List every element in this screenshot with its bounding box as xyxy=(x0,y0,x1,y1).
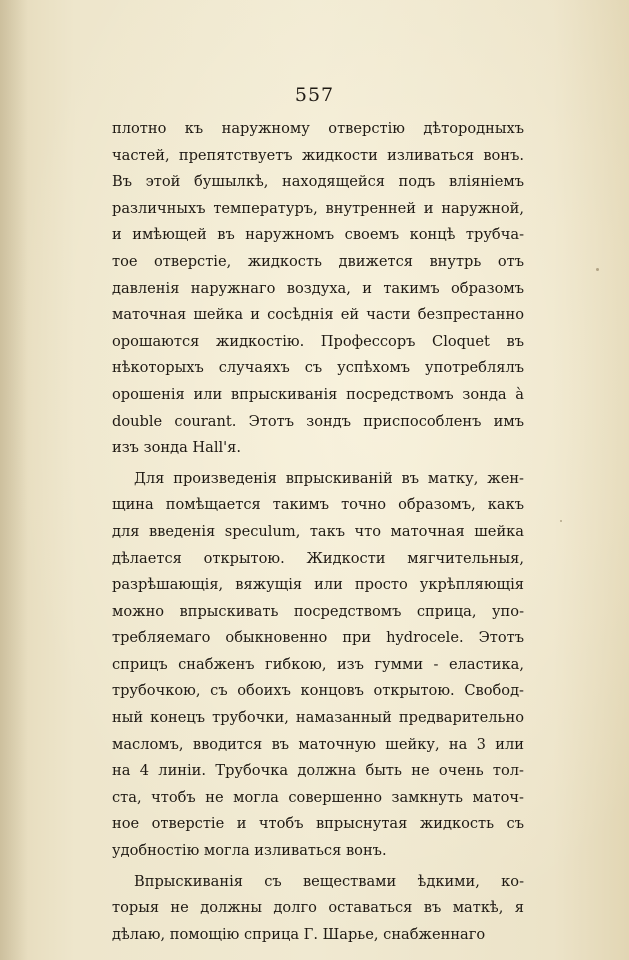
text-line: щина помѣщается такимъ точно образомъ, какъ xyxy=(112,496,524,514)
text-line: сприцъ снабженъ гибкою, изъ гумми - еластика, xyxy=(112,655,524,673)
text-line: плотно къ наружному отверстію дѣтородныхъ xyxy=(112,120,524,137)
text-line: на 4 линіи. Трубочка должна быть не очень тол- xyxy=(112,762,524,780)
text-line: разрѣшающія, вяжущія или просто укрѣпляющія xyxy=(112,576,524,594)
text-line: требляемаго обыкновенно при hydrocele. Этотъ xyxy=(112,629,524,647)
paragraph xyxy=(112,869,524,949)
text-line: ный конецъ трубочки, намазанный предварительно xyxy=(112,709,524,727)
text-line: масломъ, вводится въ маточную шейку, на 3 или xyxy=(112,735,524,753)
page-number: 557 xyxy=(294,84,335,106)
text-line: ное отверстіе и чтобъ впрыснутая жидкость съ xyxy=(112,815,524,833)
text-line: тое отверстіе, жидкость движется внутрь отъ xyxy=(112,252,524,270)
text-line: торыя не должны долго оставаться въ маткѣ, я xyxy=(112,899,524,917)
text-line: дѣлается открытою. Жидкости мягчительныя, xyxy=(112,549,524,567)
text-line: маточная шейка и сосѣднія ей части безпрестанно xyxy=(112,306,524,324)
text-line: для введенія speculum, такъ что маточная шейка xyxy=(112,522,524,540)
text-line: нѣкоторыхъ случаяхъ съ успѣхомъ употреблялъ xyxy=(112,359,524,377)
paper-speck xyxy=(560,520,562,522)
paragraph xyxy=(112,466,524,865)
page-fold-shadow xyxy=(0,0,28,960)
text-line: и имѣющей въ наружномъ своемъ концѣ трубча- xyxy=(112,226,524,244)
text-line: удобностію могла изливаться вонъ. xyxy=(112,842,387,860)
paragraph xyxy=(112,116,524,462)
text-line: трубочкою, съ обоихъ концовъ открытою. Свобод- xyxy=(112,682,524,700)
paper-speck xyxy=(596,268,599,271)
text-line: частей, препятствуетъ жидкости изливаться вонъ. xyxy=(112,146,524,164)
text-line: Въ этой бушылкѣ, находящейся подъ вліяніемъ xyxy=(112,173,524,191)
text-line: можно впрыскивать посредствомъ сприца, упо- xyxy=(112,602,524,620)
text-line: орошенія или впрыскиванія посредствомъ зонда à xyxy=(112,385,524,403)
text-line: Для произведенія впрыскиваній въ матку, жен- xyxy=(134,469,524,487)
text-line: изъ зонда Hall'я. xyxy=(112,439,242,457)
text-line: орошаются жидкостію. Профессоръ Cloquet въ xyxy=(112,332,524,350)
text-line: ста, чтобъ не могла совершенно замкнуть маточ- xyxy=(112,788,524,806)
text-line: различныхъ температуръ, внутренней и наружной, xyxy=(112,199,524,217)
body-text xyxy=(112,116,524,948)
text-line: дѣлаю, помощію сприца Г. Шарье, снабженнаго xyxy=(112,925,486,943)
text-line: Впрыскиванія съ веществами ѣдкими, ко- xyxy=(134,872,524,890)
text-line: давленія наружнаго воздуха, и такимъ образомъ xyxy=(112,279,524,297)
text-line: double courant. Этотъ зондъ приспособленъ имъ xyxy=(112,412,524,430)
